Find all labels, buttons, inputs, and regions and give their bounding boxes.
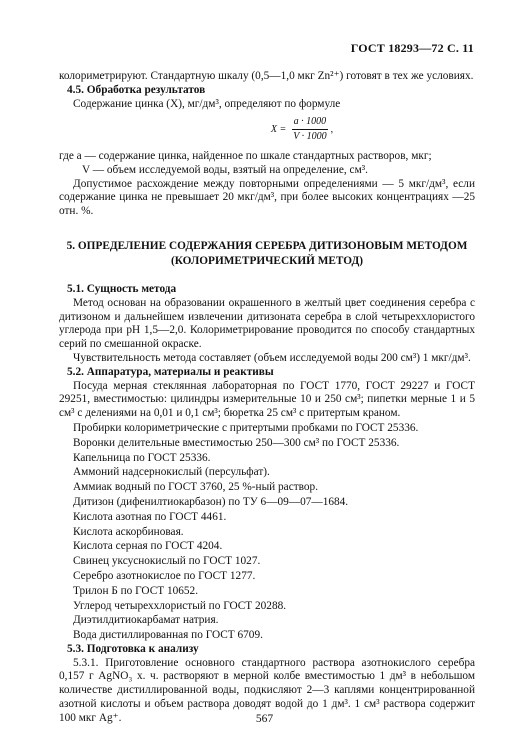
sensitivity-paragraph: Чувствительность метода составляет (объем исследуемой воды 200 см³) 1 мкг/дм³. [73, 351, 471, 364]
formula [129, 115, 475, 144]
intro-paragraph: колориметрируют. Стандартную шкалу (0,5—1,0 мкг Zn²⁺) готовят в тех же условиях. [59, 70, 474, 82]
section-5-heading-line2: (КОЛОРИМЕТРИЧЕСКИЙ МЕТОД) [170, 254, 364, 267]
list-item: Кислота серная по ГОСТ 4204. [73, 540, 223, 553]
definition-a: где a — содержание цинка, найденное по шкале стандартных растворов, мкг; [59, 149, 432, 162]
list-item: Серебро азотнокислое по ГОСТ 1277. [73, 569, 256, 582]
section-5-heading [59, 239, 475, 269]
formula-fraction [291, 115, 328, 144]
formula-definitions [59, 150, 475, 178]
list-item: Кислота аскорбиновая. [73, 525, 184, 538]
list-item: Углерод четыреххлористый по ГОСТ 20288. [73, 599, 287, 612]
list-item: Трилон Б по ГОСТ 10652. [73, 584, 199, 597]
section-5-2-title: 5.2. Аппаратура, материалы и реактивы [67, 365, 274, 378]
formula-denominator: V · 1000 [293, 131, 327, 143]
glassware-paragraph: Посуда мерная стеклянная лабораторная по ГОСТ 1770, ГОСТ 29227 и ГОСТ 29251, вместимостью: цилиндры измерительные 10 и 250 см³; пипетки мерные 1 и 5 см³ с делениями на 0,01 и 0,1 см³; бюретка 25 см³ с притертым краном. [59, 379, 475, 420]
definition-v: V — объем исследуемой воды, взятый на определение, см³. [82, 163, 368, 176]
page-header: ГОСТ 18293—72 С. 11 [350, 41, 474, 55]
section-4-5-text: Содержание цинка (X), мг/дм³, определяют по формуле [73, 97, 341, 110]
list-item: Воронки делительные вместимостью 250—300 см³ по ГОСТ 25336. [73, 436, 400, 449]
section-5-3-1-text: 5.3.1. Приготовление основного стандартного раствора азотнокислого серебра 0,157 г AgNO₃ х. ч. растворяют в мерной колбе вместимостью 1 дм³ в небольшом количестве дистиллированной воды, подкисляют 2—3 каплями концентрированной азотной кислоты и объем раствора доводят водой до 1 дм³. 1 см³ раствора содержит 100 мкг Ag⁺. [59, 656, 475, 724]
list-item: Диэтилдитиокарбамат натрия. [73, 614, 219, 627]
reagents-list [59, 421, 475, 643]
list-item: Аммиак водный по ГОСТ 3760, 25 %-ный раствор. [73, 481, 319, 494]
section-5-heading-line1: 5. ОПРЕДЕЛЕНИЕ СОДЕРЖАНИЯ СЕРЕБРА ДИТИЗОНОВЫМ МЕТОДОМ [66, 239, 468, 252]
list-item: Пробирки колориметрические с притертыми пробками по ГОСТ 25336. [73, 421, 419, 434]
list-item: Аммоний надсернокислый (персульфат). [73, 466, 270, 479]
page-number: 567 [255, 713, 274, 725]
section-5-1-title: 5.1. Сущность метода [67, 282, 177, 295]
tolerance-paragraph: Допустимое расхождение между повторными определениями — 5 мкг/дм³, если содержание цинка не превышает 20 мкг/дм³, при более высоких концентрациях —25 отн. %. [59, 177, 475, 218]
section-5-3-title: 5.3. Подготовка к анализу [67, 642, 199, 655]
list-item: Капельница по ГОСТ 25336. [73, 451, 211, 464]
list-item: Вода дистиллированная по ГОСТ 6709. [73, 629, 263, 642]
formula-numerator: a · 1000 [292, 115, 329, 130]
list-item: Свинец уксуснокислый по ГОСТ 1027. [73, 555, 261, 568]
section-5-1-text: Метод основан на образовании окрашенного в желтый цвет соединения серебра с дитизоном и дальнейшем извлечении дитизоната серебра в слой четыреххлористого углерода при pH 1,5—2,0. Колориметрирование проводится по способу стандартных серий по смешанной окраске. [59, 296, 475, 351]
list-item: Кислота азотная по ГОСТ 4461. [73, 510, 227, 523]
formula-lhs: X = [270, 123, 287, 135]
list-item: Дитизон (дифенилтиокарбазон) по ТУ 6—09—07—1684. [73, 495, 349, 508]
formula-comma: , [330, 123, 334, 135]
section-4-5-title: 4.5. Обработка результатов [67, 83, 206, 96]
page-content [59, 70, 475, 726]
